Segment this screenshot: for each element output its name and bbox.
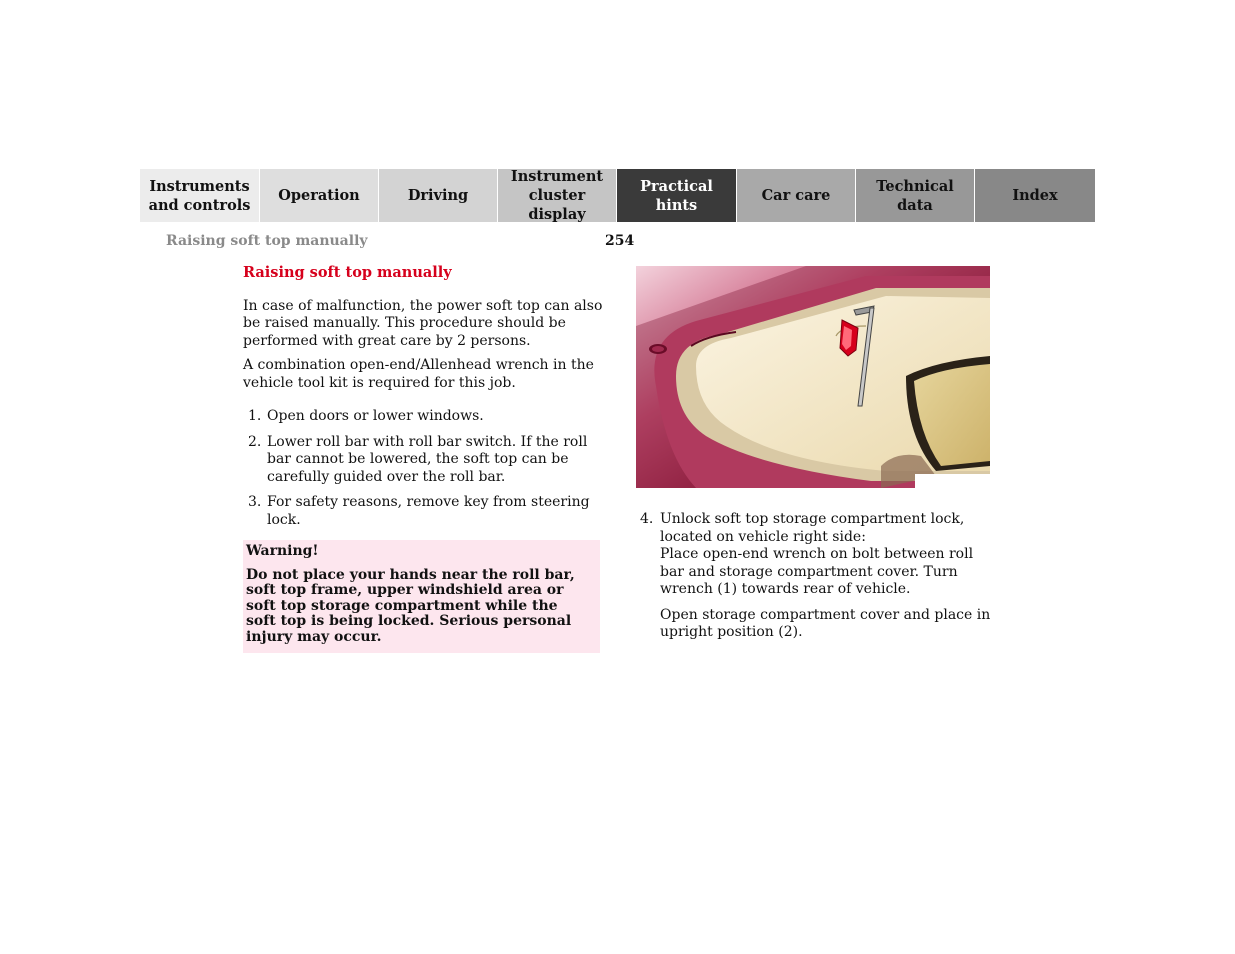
- step-number: 4.: [640, 511, 654, 527]
- tab-index[interactable]: Index: [975, 169, 1095, 222]
- step-number: 1.: [248, 408, 262, 424]
- list-item: [243, 408, 603, 426]
- step-text: Place open-end wrench on bolt between roll bar and storage compartment cover. Turn wrench (1) towards rear of vehicle.: [660, 546, 974, 597]
- left-column: [243, 264, 603, 653]
- tab-technical-data[interactable]: Technical data: [856, 169, 975, 222]
- list-item: [243, 494, 603, 529]
- tab-driving[interactable]: Driving: [379, 169, 498, 222]
- warning-body: Do not place your hands near the roll bar, soft top frame, upper windshield area or soft top storage compartment while the soft top is being locked. Serious personal injury may occur.: [246, 566, 575, 645]
- running-header: Raising soft top manually: [166, 233, 368, 249]
- warning-box: [243, 540, 600, 653]
- intro-paragraph: In case of malfunction, the power soft top can also be raised manually. This procedure should be performed with great care by 2 persons.: [243, 297, 603, 349]
- tab-practical-hints[interactable]: Practical hints: [617, 169, 737, 222]
- section-nav: [140, 169, 1095, 222]
- soft-top-illustration: [636, 266, 990, 488]
- step-text: Unlock soft top storage compartment lock, located on vehicle right side:: [660, 511, 965, 545]
- illustration-svg: [636, 266, 990, 488]
- tab-car-care[interactable]: Car care: [737, 169, 856, 222]
- step-text: Open doors or lower windows.: [267, 408, 484, 424]
- section-title: Raising soft top manually: [243, 264, 452, 281]
- page-number: 254: [605, 233, 635, 249]
- tool-note: A combination open-end/Allenhead wrench in the vehicle tool kit is required for this job.: [243, 357, 594, 391]
- tab-instrument-cluster-display[interactable]: Instrument cluster display: [498, 169, 617, 222]
- step-number: 2.: [248, 433, 262, 450]
- warning-title: Warning!: [246, 543, 319, 559]
- tab-operation[interactable]: Operation: [260, 169, 379, 222]
- step-text-block: [660, 511, 1000, 599]
- step-followup-text: Open storage compartment cover and place in upright position (2).: [660, 606, 991, 640]
- list-item: [243, 434, 603, 487]
- list-item: [640, 511, 1000, 599]
- step-text: For safety reasons, remove key from steering lock.: [267, 494, 590, 528]
- step-text: Lower roll bar with roll bar switch. If the roll bar cannot be lowered, the soft top can be carefully guided over the roll bar.: [267, 433, 588, 485]
- steps-list: [243, 408, 603, 529]
- right-column: [640, 511, 1000, 642]
- tab-instruments-and-controls[interactable]: Instruments and controls: [140, 169, 260, 222]
- step-number: 3.: [248, 494, 262, 510]
